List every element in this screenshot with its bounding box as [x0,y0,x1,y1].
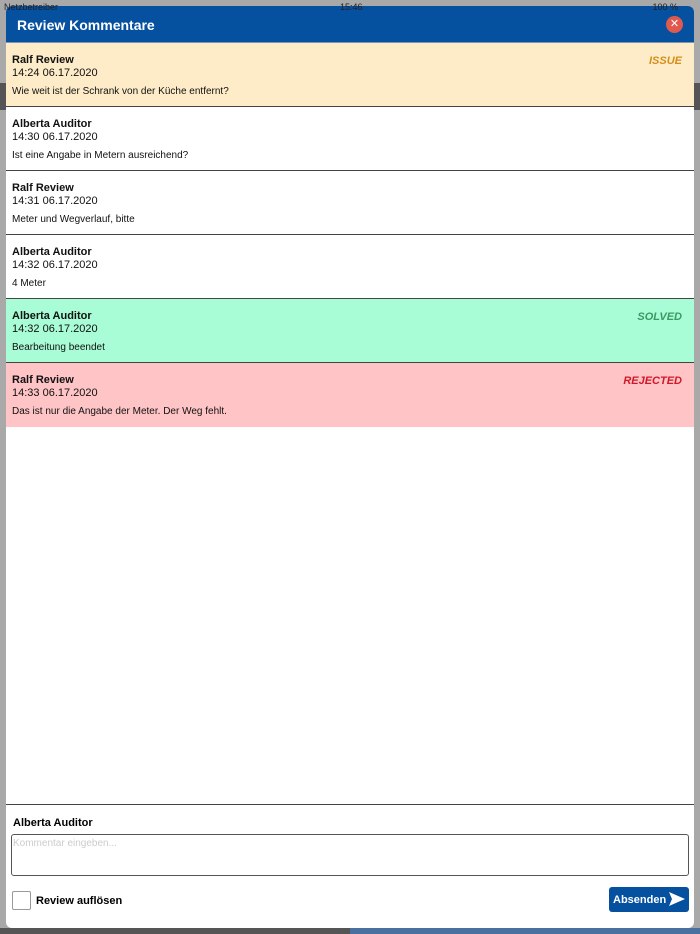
battery-level: 100 % [652,2,678,12]
background-bar-right [350,928,700,934]
comment-input[interactable] [11,834,689,876]
comment-text: Wie weit ist der Schrank von der Küche entfernt? [12,86,229,97]
review-comments-modal [6,6,694,928]
comment-item [6,171,694,235]
modal-title: Review Kommentare [17,17,155,33]
comment-list [6,43,694,427]
comment-composer [6,804,694,928]
comment-text: 4 Meter [12,278,46,289]
current-user: Alberta Auditor [13,817,93,829]
send-button[interactable] [609,887,689,912]
comment-text: Bearbeitung beendet [12,342,105,353]
comment-timestamp: 14:30 06.17.2020 [12,131,98,143]
comment-item [6,107,694,171]
comment-timestamp: 14:24 06.17.2020 [12,67,98,79]
comment-item [6,235,694,299]
comment-timestamp: 14:33 06.17.2020 [12,387,98,399]
comment-author: Alberta Auditor [12,118,92,130]
comment-item [6,43,694,107]
status-badge: REJECTED [623,375,682,387]
comment-text: Ist eine Angabe in Metern ausreichend? [12,150,189,161]
comment-item [6,299,694,363]
comment-timestamp: 14:32 06.17.2020 [12,259,98,271]
comment-timestamp: 14:31 06.17.2020 [12,195,98,207]
resolve-review-checkbox[interactable] [12,891,31,910]
carrier: Netzbetreiber [4,2,59,12]
send-icon [669,892,685,906]
comment-item [6,363,694,427]
resolve-review-label[interactable]: Review auflösen [36,895,123,907]
status-bar [0,0,700,14]
comment-text: Das ist nur die Angabe der Meter. Der Weg fehlt. [12,406,227,417]
comment-author: Ralf Review [12,54,74,66]
status-badge: ISSUE [648,55,682,67]
comment-author: Alberta Auditor [12,246,92,258]
comment-author: Ralf Review [12,374,74,386]
send-label: Absenden [613,893,667,906]
background-bar-left [0,928,350,934]
status-badge: SOLVED [637,311,682,323]
comment-text: Meter und Wegverlauf, bitte [12,214,135,225]
clock: 15:46 [340,2,363,12]
comment-author: Ralf Review [12,182,74,194]
comment-timestamp: 14:32 06.17.2020 [12,323,98,335]
close-icon[interactable]: ✕ [666,16,683,33]
comment-author: Alberta Auditor [12,310,92,322]
